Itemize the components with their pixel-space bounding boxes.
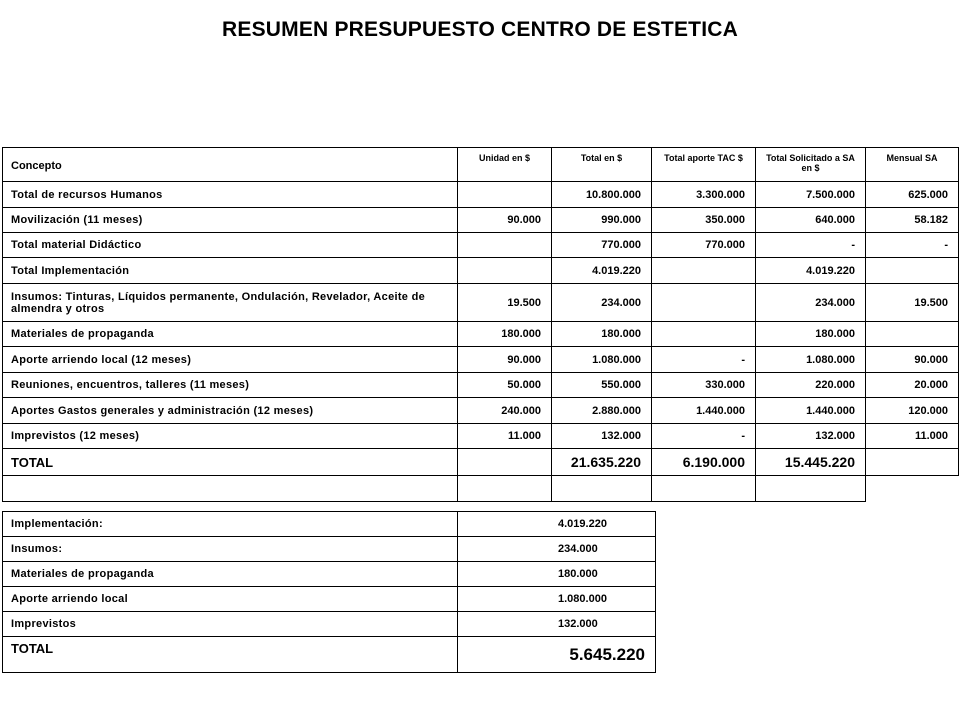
cell-total: 4.019.220	[552, 258, 652, 284]
header-solicitado: Total Solicitado a SA en $	[756, 148, 866, 182]
table-row	[3, 233, 959, 258]
cell-mensual	[866, 322, 959, 347]
cell-solicitado: 132.000	[756, 424, 866, 449]
empty-cell	[866, 476, 959, 502]
cell-solicitado: 1.080.000	[756, 347, 866, 373]
summary-row	[3, 562, 656, 587]
total-row	[3, 449, 959, 476]
cell-unidad: 19.500	[458, 284, 552, 322]
total-unidad-cell	[458, 449, 552, 476]
summary-concepto: Insumos:	[3, 537, 458, 562]
cell-total: 132.000	[552, 424, 652, 449]
summary-row	[3, 512, 656, 537]
cell-mensual: 625.000	[866, 182, 959, 208]
summary-row	[3, 537, 656, 562]
cell-unidad	[458, 233, 552, 258]
empty-cell	[552, 476, 652, 502]
cell-aporte-tac: -	[652, 347, 756, 373]
summary-concepto: Aporte arriendo local	[3, 587, 458, 612]
cell-aporte-tac: 770.000	[652, 233, 756, 258]
summary-concepto: Implementación:	[3, 512, 458, 537]
table-row	[3, 258, 959, 284]
total-sa-cell: 15.445.220	[756, 449, 866, 476]
cell-mensual: 20.000	[866, 373, 959, 398]
total-tac-cell: 6.190.000	[652, 449, 756, 476]
budget-table	[2, 147, 959, 502]
summary-table	[2, 511, 656, 673]
cell-solicitado: 180.000	[756, 322, 866, 347]
table-row	[3, 284, 959, 322]
cell-solicitado: 7.500.000	[756, 182, 866, 208]
cell-concepto: Aportes Gastos generales y administración (12 meses)	[3, 398, 458, 424]
cell-aporte-tac	[652, 258, 756, 284]
summary-concepto: Materiales de propaganda	[3, 562, 458, 587]
cell-solicitado: 234.000	[756, 284, 866, 322]
summary-row	[3, 587, 656, 612]
summary-valor: 132.000	[458, 612, 656, 637]
cell-unidad: 180.000	[458, 322, 552, 347]
summary-total-row	[3, 637, 656, 673]
cell-concepto: Total Implementación	[3, 258, 458, 284]
cell-unidad: 90.000	[458, 347, 552, 373]
header-unidad: Unidad en $	[458, 148, 552, 182]
table-row	[3, 398, 959, 424]
cell-concepto: Materiales de propaganda	[3, 322, 458, 347]
table-row	[3, 424, 959, 449]
cell-unidad: 90.000	[458, 208, 552, 233]
cell-aporte-tac	[652, 284, 756, 322]
table-row	[3, 208, 959, 233]
summary-total-value: 5.645.220	[458, 637, 656, 673]
cell-solicitado: 220.000	[756, 373, 866, 398]
cell-solicitado: 640.000	[756, 208, 866, 233]
table-row	[3, 373, 959, 398]
cell-concepto: Movilización (11 meses)	[3, 208, 458, 233]
cell-concepto: Insumos: Tinturas, Líquidos permanente, Ondulación, Revelador, Aceite de almendra y otros	[3, 284, 458, 322]
header-aporte-tac: Total aporte TAC $	[652, 148, 756, 182]
cell-solicitado: -	[756, 233, 866, 258]
cell-total: 1.080.000	[552, 347, 652, 373]
table-row	[3, 322, 959, 347]
summary-total-label: TOTAL	[3, 637, 458, 673]
empty-cell	[756, 476, 866, 502]
cell-aporte-tac	[652, 322, 756, 347]
cell-concepto: Aporte arriendo local (12 meses)	[3, 347, 458, 373]
cell-mensual: -	[866, 233, 959, 258]
page-title: RESUMEN PRESUPUESTO CENTRO DE ESTETICA	[222, 18, 738, 41]
header-concepto: Concepto	[3, 148, 458, 182]
cell-mensual: 19.500	[866, 284, 959, 322]
cell-mensual: 11.000	[866, 424, 959, 449]
cell-aporte-tac: 330.000	[652, 373, 756, 398]
total-mensual-cell	[866, 449, 959, 476]
empty-cell	[3, 476, 458, 502]
cell-aporte-tac: 350.000	[652, 208, 756, 233]
summary-valor: 180.000	[458, 562, 656, 587]
cell-concepto: Total de recursos Humanos	[3, 182, 458, 208]
total-label: TOTAL	[3, 449, 458, 476]
cell-solicitado: 4.019.220	[756, 258, 866, 284]
header-mensual: Mensual SA	[866, 148, 959, 182]
cell-unidad	[458, 258, 552, 284]
header-total: Total en $	[552, 148, 652, 182]
cell-total: 10.800.000	[552, 182, 652, 208]
cell-total: 770.000	[552, 233, 652, 258]
cell-mensual: 58.182	[866, 208, 959, 233]
total-total-cell: 21.635.220	[552, 449, 652, 476]
cell-mensual: 120.000	[866, 398, 959, 424]
table-row	[3, 347, 959, 373]
empty-row	[3, 476, 959, 502]
table-header-row	[3, 148, 959, 182]
summary-valor: 1.080.000	[458, 587, 656, 612]
summary-row	[3, 612, 656, 637]
summary-valor: 4.019.220	[458, 512, 656, 537]
cell-unidad: 11.000	[458, 424, 552, 449]
cell-total: 550.000	[552, 373, 652, 398]
table-row	[3, 182, 959, 208]
cell-total: 2.880.000	[552, 398, 652, 424]
cell-mensual	[866, 258, 959, 284]
cell-concepto: Reuniones, encuentros, talleres (11 meses)	[3, 373, 458, 398]
cell-aporte-tac: 3.300.000	[652, 182, 756, 208]
cell-mensual: 90.000	[866, 347, 959, 373]
cell-total: 234.000	[552, 284, 652, 322]
empty-cell	[458, 476, 552, 502]
empty-cell	[652, 476, 756, 502]
cell-unidad: 240.000	[458, 398, 552, 424]
cell-unidad: 50.000	[458, 373, 552, 398]
cell-total: 180.000	[552, 322, 652, 347]
summary-concepto: Imprevistos	[3, 612, 458, 637]
cell-concepto: Total material Didáctico	[3, 233, 458, 258]
cell-concepto: Imprevistos (12 meses)	[3, 424, 458, 449]
cell-total: 990.000	[552, 208, 652, 233]
cell-aporte-tac: 1.440.000	[652, 398, 756, 424]
cell-aporte-tac: -	[652, 424, 756, 449]
cell-unidad	[458, 182, 552, 208]
cell-solicitado: 1.440.000	[756, 398, 866, 424]
summary-valor: 234.000	[458, 537, 656, 562]
